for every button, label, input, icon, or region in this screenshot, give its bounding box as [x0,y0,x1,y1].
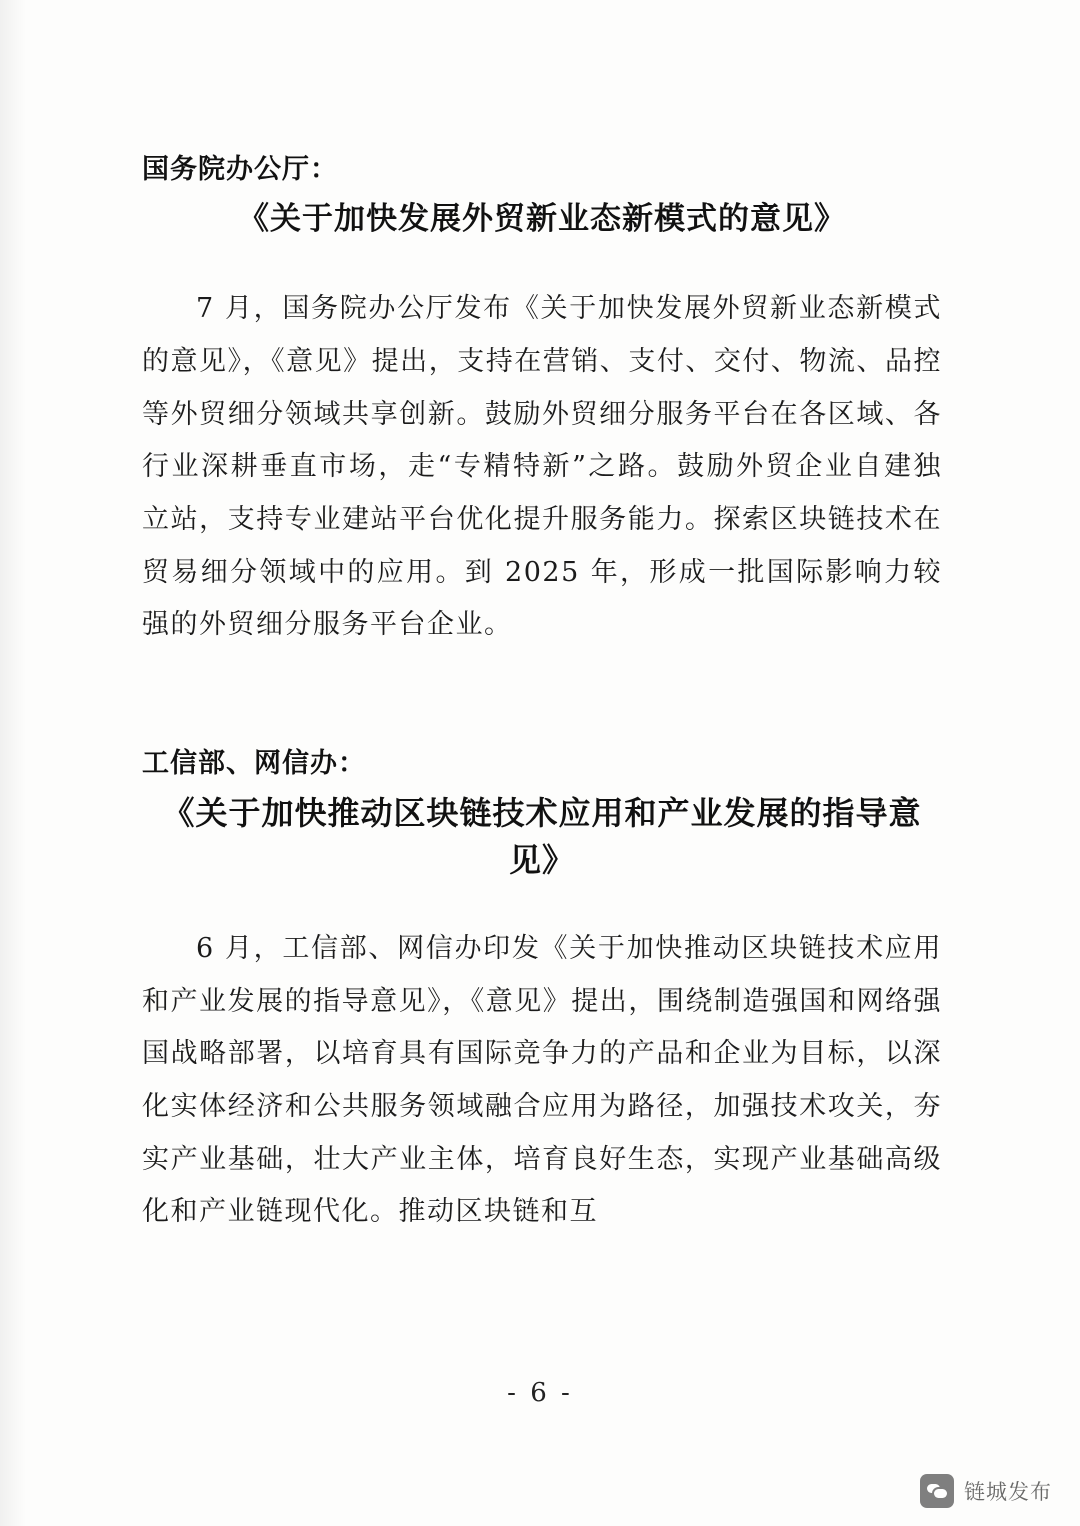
section-title-1: 《关于加快发展外贸新业态新模式的意见》 [238,200,846,237]
section-paragraph-1: 7 月，国务院办公厅发布《关于加快发展外贸新业态新模式的意见》，《意见》提出，支持在营销、支付、交付、物流、品控等外贸细分领域共享创新。鼓励外贸细分服务平台在各区域、各行业深耕垂直市场，走“专精特新”之路。鼓励外贸企业自建独立站，支持专业建站平台优化提升服务能力。探索区块链技术在贸易细分领域中的应用。到 2025 年，形成一批国际影响力较强的外贸细分服务平台企业。 [142,293,942,641]
spacer-1 [142,251,942,283]
wechat-icon [920,1474,954,1508]
watermark [920,1474,1052,1508]
section-block-1 [142,150,942,652]
section-title-2: 《关于加快推动区块链技术应用和产业发展的指导意见》 [162,794,922,879]
spacer-2 [142,686,942,744]
page-edge-shadow [0,0,26,1526]
section-label-1: 国务院办公厅： [142,154,338,185]
section-label-2: 工信部、网信办： [142,747,366,779]
document-body [142,150,942,1239]
watermark-label: 链城发布 [964,1480,1052,1504]
section-paragraph-2: 6 月，工信部、网信办印发《关于加快推动区块链技术应用和产业发展的指导意见》，《意见》提出，围绕制造强国和网络强国战略部署，以培育具有国际竞争力的产品和企业为目标，以深化实体经济和公共服务领域融合应用为路径，加强技术攻关，夯实产业基础，壮大产业主体，培育良好生态，实现产业基础高级化和产业链现代化。推动区块链和互 [142,933,942,1228]
spacer-3 [142,893,942,923]
page-number: - 6 - [507,1378,573,1408]
section-block-2 [142,744,942,1239]
